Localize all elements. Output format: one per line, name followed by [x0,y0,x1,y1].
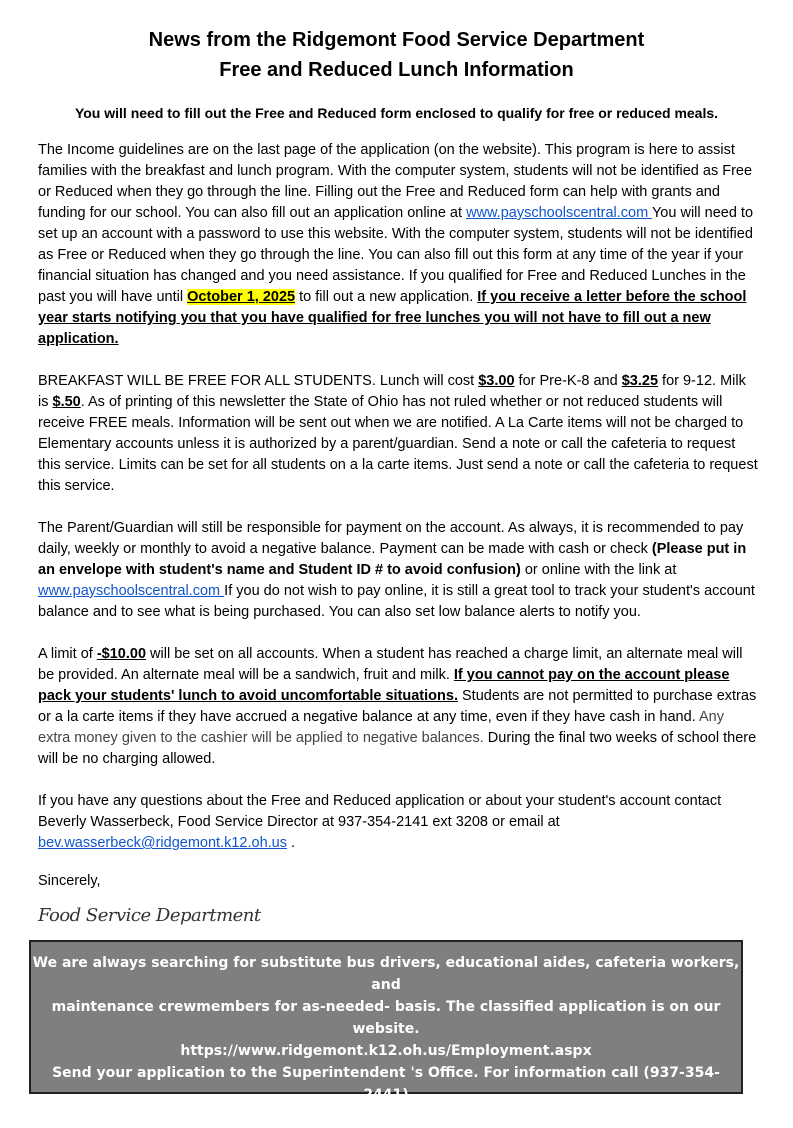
text: The Parent/Guardian will still be responsible for payment on the account. As always, it is recommended to pay daily, weekly or monthly to avoid a negative balance. Payment can be made with cash or check [38,520,744,557]
text: If you do not wish to pay online, it is still a great tool to track your student's account balance and to see what is being purchased. You can also set low balance alerts to notify you. [38,583,755,620]
text: You will need to set up an account with a password to use this website. With the computer system, students will not be identified as Free or Reduced when they go through the line. You can also fill out this form at any time of the year if your financial situation has changed and you need assistance. If you qualified for Free and Reduced Lunches in the past you will have until [38,205,754,305]
text: Students are not permitted to purchase extras or a la carte items if they have accrued a negative balance at any time, even if they have cash in hand. [38,688,757,725]
text: or email Sandy at [169,1109,314,1125]
text: . [287,835,296,851]
director-email-link[interactable]: bev.wasserbeck@ridgemont.k12.oh.us [38,835,287,851]
price-prek8: $3.00 [478,373,515,389]
text: If you have any questions about the Free and Reduced application or about your student's account contact Beverly Wasserbeck, Food Service Director at 937-354-2141 ext 3208 or email at [38,793,722,830]
letter-note: If you receive a letter before the school year starts notifying you that you have qualified for free lunches you will not have to fill out a new application. [38,289,747,347]
intro-notice: You will need to fill out the Free and Reduced form enclosed to qualify for free or reduced meals. [74,105,719,121]
page-title: News from the Ridgemont Food Service Department [148,29,645,51]
price-milk: $.50 [52,394,81,410]
charge-limit: -$10.00 [96,646,147,662]
notice-line: We are always searching for substitute bus drivers, educational aides, cafeteria workers, and [32,955,740,993]
paragraph-application [38,140,758,350]
text: During the final two weeks of school there will be no charging allowed. [38,730,757,767]
text: . [592,1109,603,1125]
paragraph-prices [38,371,758,497]
sandy-email-link[interactable]: sandy.overly@ridgemont.k12.oh.us [313,1109,593,1125]
extra-money-note: Any extra money given to the cashier will be applied to negative balances. [38,709,724,746]
paragraph-charge-limit [38,644,758,770]
text: will be set on all accounts. When a student has reached a charge limit, an alternate meal will be provided. An alternate meal will be a sandwich, fruit and milk. [38,646,743,683]
text: A limit of [38,646,97,662]
employment-url: https://www.ridgemont.k12.oh.us/Employment.aspx [180,1043,592,1059]
notice-line: Send your application to the Superintendent 's Office. For information call (937-354-2441) [52,1065,720,1103]
deadline-date: October 1, 2025 [187,289,296,305]
envelope-note: (Please put in an envelope with student's name and Student ID # to avoid confusion) [38,541,747,578]
payschools-link[interactable]: www.payschoolscentral.com [38,583,225,599]
paragraph-payment [38,518,758,623]
text: for 9-12. Milk is [38,373,746,410]
text: . As of printing of this newsletter the State of Ohio has not ruled whether or not reduced students will receive FREE meals. Information will be sent out when we are notified. A La Carte items will not be charged to Elementary accounts unless it is authorized by a parent/guardian. Send a note or call the cafeteria to request this service. Limits can be set for all students on a la carte items. Just send a note or call the cafeteria to request this service. [38,394,758,494]
closing: Sincerely, [38,873,101,889]
notice-line: maintenance crewmembers for as-needed- basis. The classified application is on our website. [51,999,721,1037]
text: BREAKFAST WILL BE FREE FOR ALL STUDENTS. Lunch will cost [38,373,479,389]
paragraph-contact [38,791,758,854]
text: or online with the link at [520,562,677,578]
pack-lunch-note: If you cannot pay on the account please pack your students' lunch to avoid uncomfortable situations. [38,667,730,704]
page-subtitle: Free and Reduced Lunch Information [219,59,574,81]
price-9-12: $3.25 [621,373,659,389]
text: to fill out a new application. [295,289,478,305]
employment-notice-box [29,940,743,1125]
payschools-link[interactable]: www.payschoolscentral.com [466,205,652,221]
signature: Food Service Department [38,905,261,926]
text: for Pre-K-8 and [514,373,622,389]
notice-line [31,1106,741,1128]
text: The Income guidelines are on the last page of the application (on the website). This program is here to assist families with the breakfast and lunch program. With the computer system, students will not be identified as Free or Reduced when they go through the line. Filling out the Free and Reduced form can help with grants and funding for our school. You can also fill out an application online at [38,142,753,221]
